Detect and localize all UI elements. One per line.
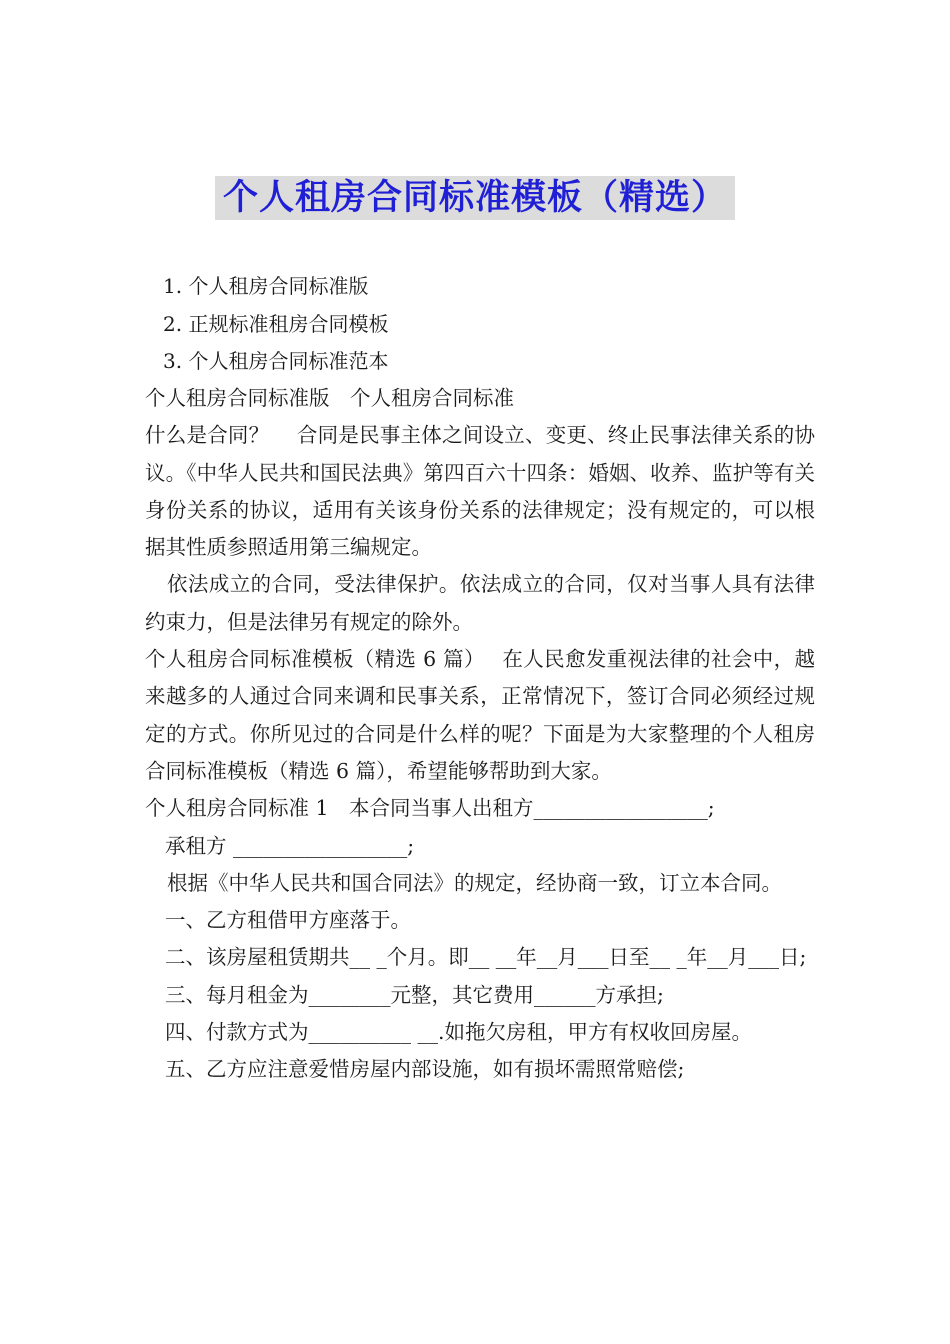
- document-body: [145, 380, 815, 1089]
- clause-1: 一、乙方租借甲方座落于。: [165, 908, 411, 933]
- table-of-contents: [163, 268, 823, 381]
- section-heading: 个人租房合同标准版 个人租房合同标准: [145, 386, 514, 410]
- toc-item-3: 3. 个人租房合同标准范本: [163, 349, 389, 373]
- clause-4: 四、付款方式为__________ __.如拖欠房租，甲方有权收回房屋。: [165, 1020, 753, 1045]
- clause-3: 三、每月租金为________元整，其它费用______方承担;: [165, 982, 664, 1007]
- toc-item-2: 2. 正规标准租房合同模板: [163, 311, 389, 336]
- paragraph-basis: 根据《中华人民共和国合同法》的规定，经协商一致，订立本合同。: [167, 870, 782, 895]
- title-wrapper: [0, 176, 950, 220]
- paragraph-legal-protection: 依法成立的合同，受法律保护。依法成立的合同，仅对当事人具有法律约束力，但是法律另有规定的除外。: [145, 572, 815, 634]
- document-title: 个人租房合同标准模板（精选）: [215, 176, 735, 220]
- clause-5: 五、乙方应注意爱惜房屋内部设施，如有损坏需照常赔偿;: [165, 1057, 685, 1082]
- paragraph-introduction: 个人租房合同标准模板（精选 6 篇） 在人民愈发重视法律的社会中，越来越多的人通过合同来调和民事关系，正常情况下，签订合同必须经过规定的方式。你所见过的合同是什么样的呢？下面是为大家整理的个人租房合同标准模板（精选 6 篇），希望能够帮助到大家。: [145, 647, 815, 783]
- paragraph-contract-definition: 什么是合同？ 合同是民事主体之间设立、变更、终止民事法律关系的协议。《中华人民共和国民法典》第四百六十四条：婚姻、收养、监护等有关身份关系的协议，适用有关该身份关系的法律规定；没有规定的，可以根据其性质参照适用第三编规定。: [145, 423, 815, 560]
- clause-2: 二、该房屋租赁期共__ _个月。即__ __年__月___日至__ _年__月___日;: [165, 945, 807, 970]
- toc-item-1: 1. 个人租房合同标准版: [163, 274, 369, 298]
- paragraph-lessee: 承租方 _________________;: [165, 833, 415, 858]
- paragraph-lessor: 个人租房合同标准 1 本合同当事人出租方_________________;: [145, 796, 715, 821]
